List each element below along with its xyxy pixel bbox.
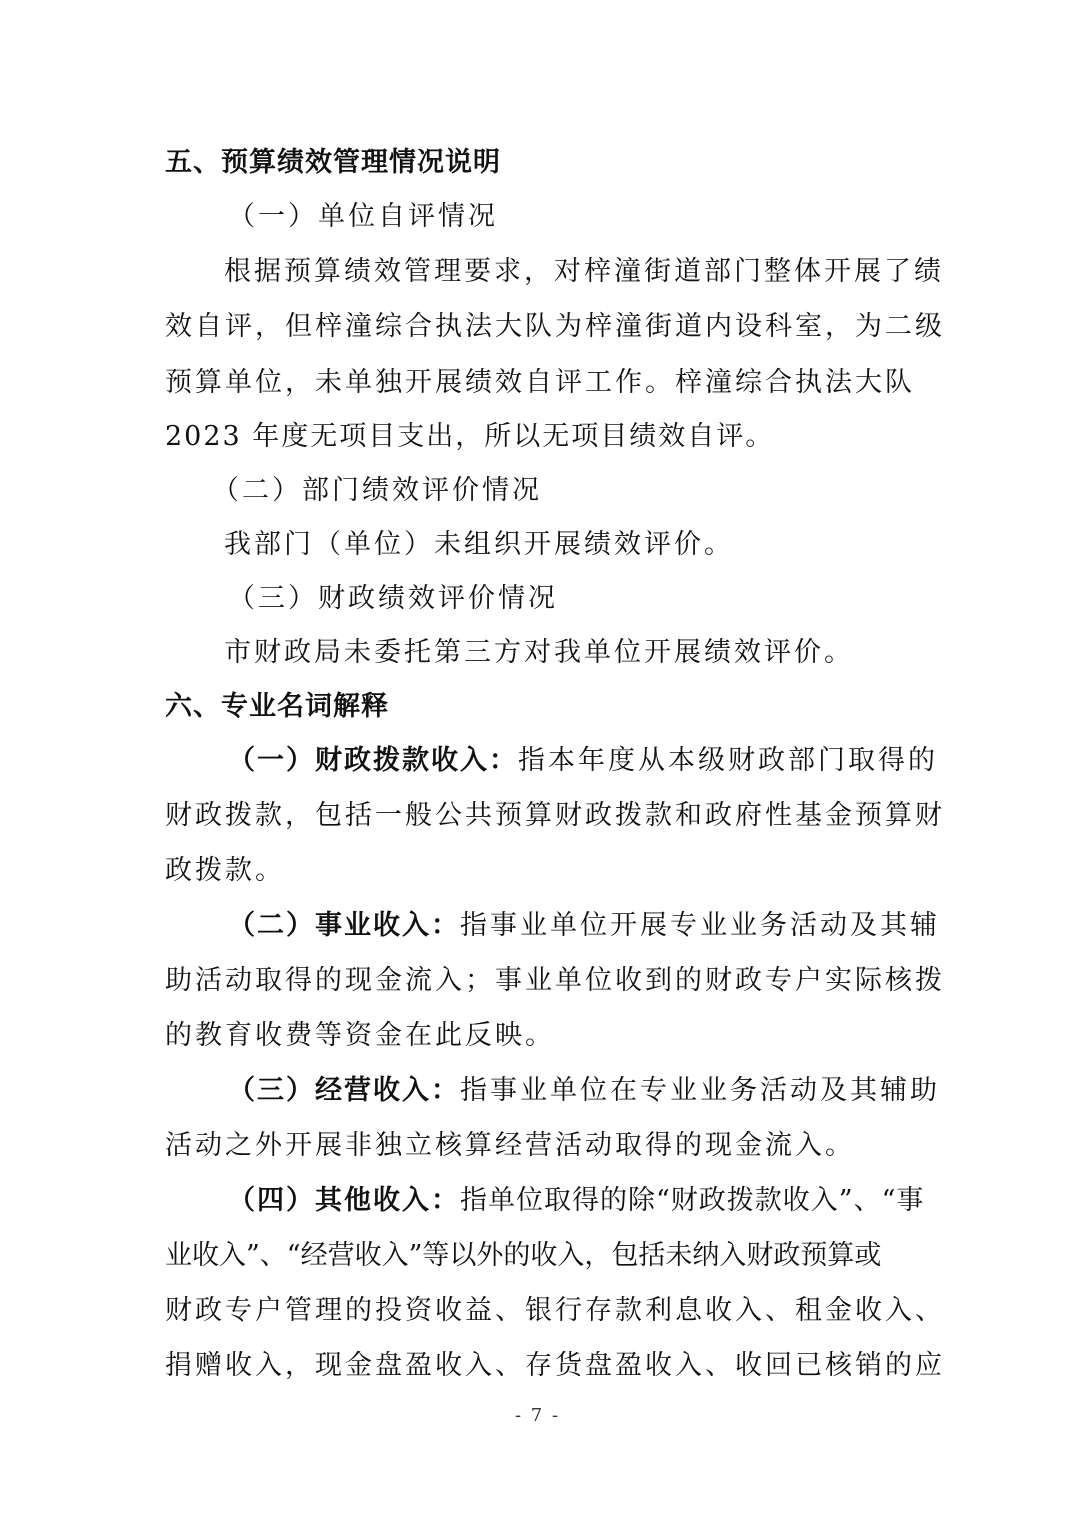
term-3-line-1 — [228, 1074, 940, 1108]
section-5-sub2-title: （二）部门绩效评价情况 — [212, 475, 542, 506]
term-1-text: 指本年度从本级财政部门取得的 — [518, 745, 938, 776]
section-5-sub2-text: 我部门（单位）未组织开展绩效评价。 — [224, 529, 734, 560]
section-5-title: 五、预算绩效管理情况说明 — [165, 147, 501, 178]
term-4-line-3: 财政专户管理的投资收益、银行存款利息收入、租金收入、 — [165, 1295, 945, 1326]
term-1-line-3: 政拨款。 — [165, 855, 285, 886]
term-2-text: 指事业单位开展专业业务活动及其辅 — [460, 910, 940, 941]
term-4-line-2: 业收入”、“经营收入”等以外的收入，包括未纳入财政预算或 — [165, 1240, 882, 1271]
term-4-line-4: 捐赠收入，现金盘盈收入、存货盘盈收入、收回已核销的应 — [165, 1350, 945, 1381]
page-number: - 7 - — [514, 1405, 561, 1426]
term-2-label: （二）事业收入： — [228, 910, 460, 941]
term-4-line-1 — [228, 1184, 924, 1218]
term-3-line-2: 活动之外开展非独立核算经营活动取得的现金流入。 — [165, 1130, 855, 1161]
section-6-title: 六、专业名词解释 — [165, 691, 389, 722]
term-4-text: 指单位取得的除“财政拨款收入”、“事 — [460, 1185, 925, 1216]
term-1-line-2: 财政拨款，包括一般公共预算财政拨款和政府性基金预算财 — [165, 800, 945, 831]
term-1-line-1 — [228, 744, 938, 778]
section-5-sub1-line-1: 根据预算绩效管理要求，对梓潼街道部门整体开展了绩 — [224, 256, 944, 287]
term-1-label: （一）财政拨款收入： — [228, 745, 518, 776]
term-2-line-3: 的教育收费等资金在此反映。 — [165, 1020, 555, 1051]
section-5-sub1-line-3: 预算单位，未单独开展绩效自评工作。梓潼综合执法大队 — [165, 367, 915, 398]
section-5-sub1-line-4: 2023 年度无项目支出，所以无项目绩效自评。 — [165, 421, 775, 452]
term-3-text: 指事业单位在专业业务活动及其辅助 — [460, 1075, 940, 1106]
term-2-line-1 — [228, 909, 940, 943]
section-5-sub1-line-2: 效自评，但梓潼综合执法大队为梓潼街道内设科室，为二级 — [165, 311, 945, 342]
term-2-line-2: 助活动取得的现金流入；事业单位收到的财政专户实际核拨 — [165, 965, 945, 996]
section-5-sub3-title: （三）财政绩效评价情况 — [228, 583, 558, 614]
term-4-label: （四）其他收入： — [228, 1185, 460, 1216]
term-3-label: （三）经营收入： — [228, 1075, 460, 1106]
section-5-sub1-title: （一）单位自评情况 — [228, 201, 498, 232]
section-5-sub3-text: 市财政局未委托第三方对我单位开展绩效评价。 — [224, 637, 854, 668]
